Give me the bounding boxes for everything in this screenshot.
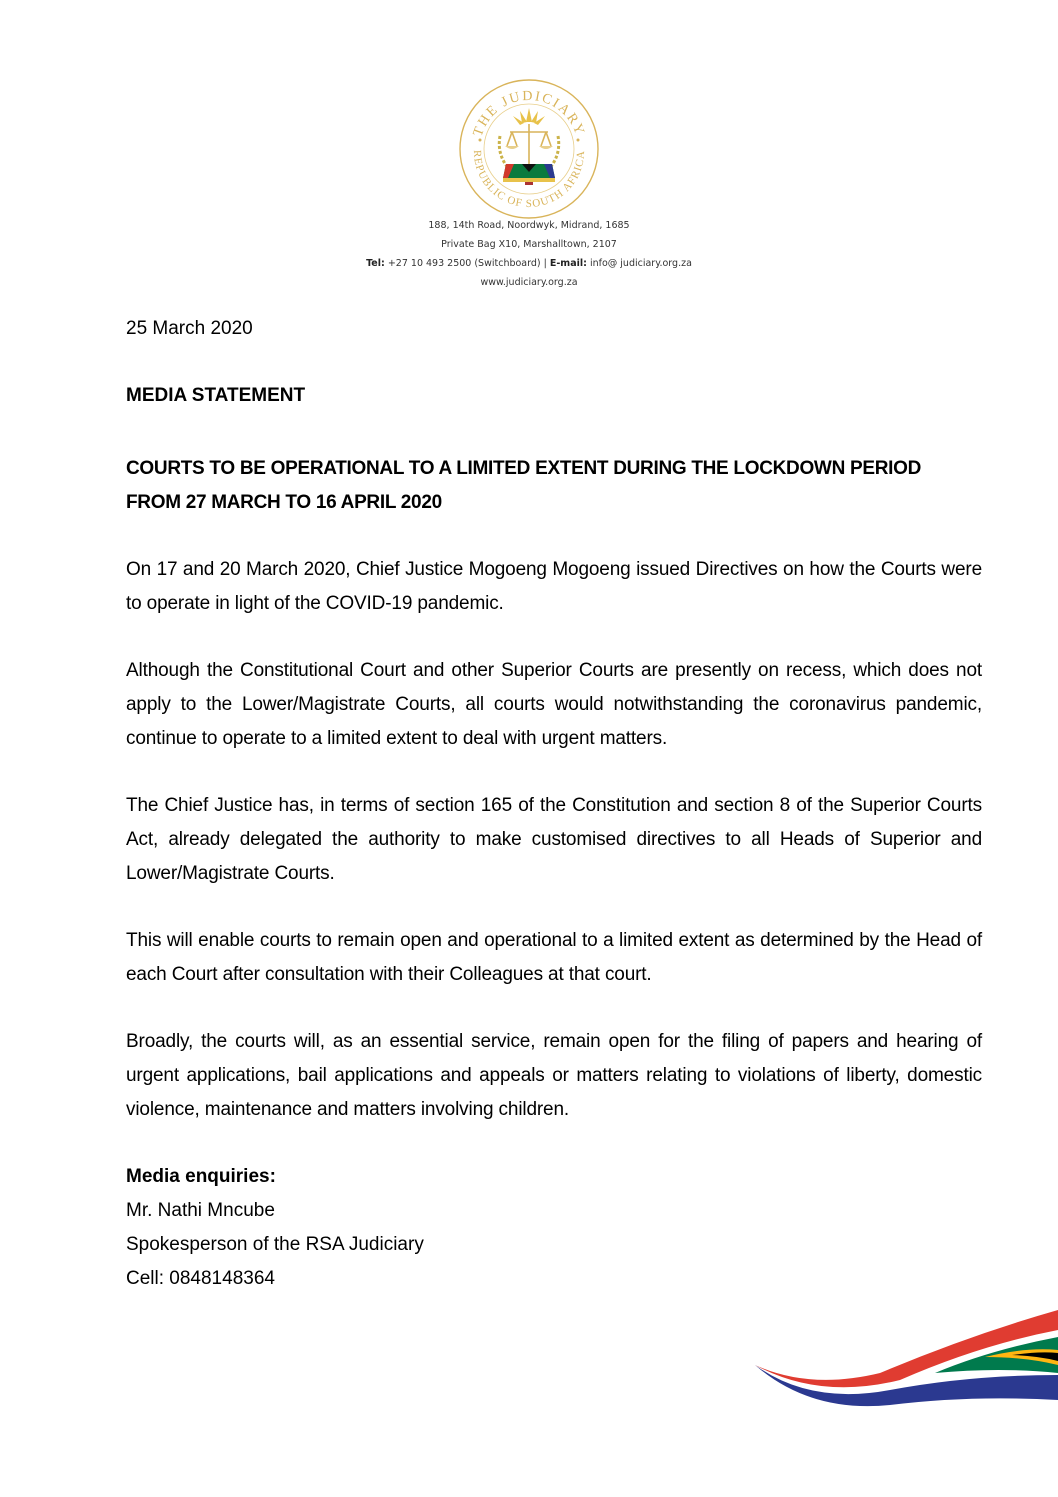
judiciary-emblem-icon [458, 78, 600, 220]
body-paragraph-4 [126, 924, 982, 992]
email-value[interactable]: info@ judiciary.org.za [589, 258, 692, 269]
letterhead-address-block [0, 216, 1058, 292]
contact-line [0, 254, 1058, 273]
document-type-heading: MEDIA STATEMENT [126, 385, 306, 406]
address-line-1: 188, 14th Road, Noordwyk, Midrand, 1685 [428, 220, 630, 231]
paragraph-text: Broadly, the courts will, as an essential service, remain open for the filing of papers and hearing of urgent applications, bail applications and appeals or matters relating to violations of liberty, domestic violence, maintenance and matters involving children. [126, 1031, 982, 1120]
contact-title: Spokesperson of the RSA Judiciary [126, 1234, 424, 1255]
statement-date: 25 March 2020 [126, 318, 253, 339]
svg-text:REPUBLIC OF SOUTH AFRICA: REPUBLIC OF SOUTH AFRICA [470, 149, 588, 211]
paragraph-text: This will enable courts to remain open and operational to a limited extent as determined by the Head of each Court after consultation with their Colleagues at that court. [126, 930, 982, 985]
media-contact-block [126, 1160, 424, 1296]
svg-text:THE JUDICIARY: THE JUDICIARY [470, 88, 588, 139]
tel-value: +27 10 493 2500 (Switchboard) | [387, 258, 550, 269]
paragraph-text: The Chief Justice has, in terms of section 165 of the Constitution and section 8 of the Superior Courts Act, already delegated the authority to make customised directives to all Heads of Superior and Lower/Magistrate Courts. [126, 795, 982, 884]
statement-headline [126, 452, 986, 520]
contact-name: Mr. Nathi Mncube [126, 1200, 275, 1221]
paragraph-text: On 17 and 20 March 2020, Chief Justice Mogoeng Mogoeng issued Directives on how the Courts were to operate in light of the COVID-19 pandemic. [126, 559, 982, 614]
body-paragraph-1 [126, 553, 982, 621]
website-link[interactable]: www.judiciary.org.za [480, 277, 578, 288]
body-paragraph-2 [126, 654, 982, 756]
email-label: E-mail: [549, 258, 587, 269]
body-paragraph-3 [126, 789, 982, 891]
south-africa-flag-ribbon-icon [750, 1295, 1058, 1415]
headline-line-2: FROM 27 MARCH TO 16 APRIL 2020 [126, 492, 442, 513]
media-enquiries-heading: Media enquiries: [126, 1166, 276, 1187]
body-paragraph-5 [126, 1025, 982, 1127]
address-line-2: Private Bag X10, Marshalltown, 2107 [441, 239, 617, 250]
paragraph-text: Although the Constitutional Court and other Superior Courts are presently on recess, which does not apply to the Lower/Magistrate Courts, all courts would notwithstanding the coronavirus pandemic, continue to operate to a limited extent to deal with urgent matters. [126, 660, 982, 749]
tel-label: Tel: [366, 258, 385, 269]
contact-cell: Cell: 0848148364 [126, 1268, 275, 1289]
headline-line-1: COURTS TO BE OPERATIONAL TO A LIMITED EXTENT DURING THE LOCKDOWN PERIOD [126, 458, 922, 479]
